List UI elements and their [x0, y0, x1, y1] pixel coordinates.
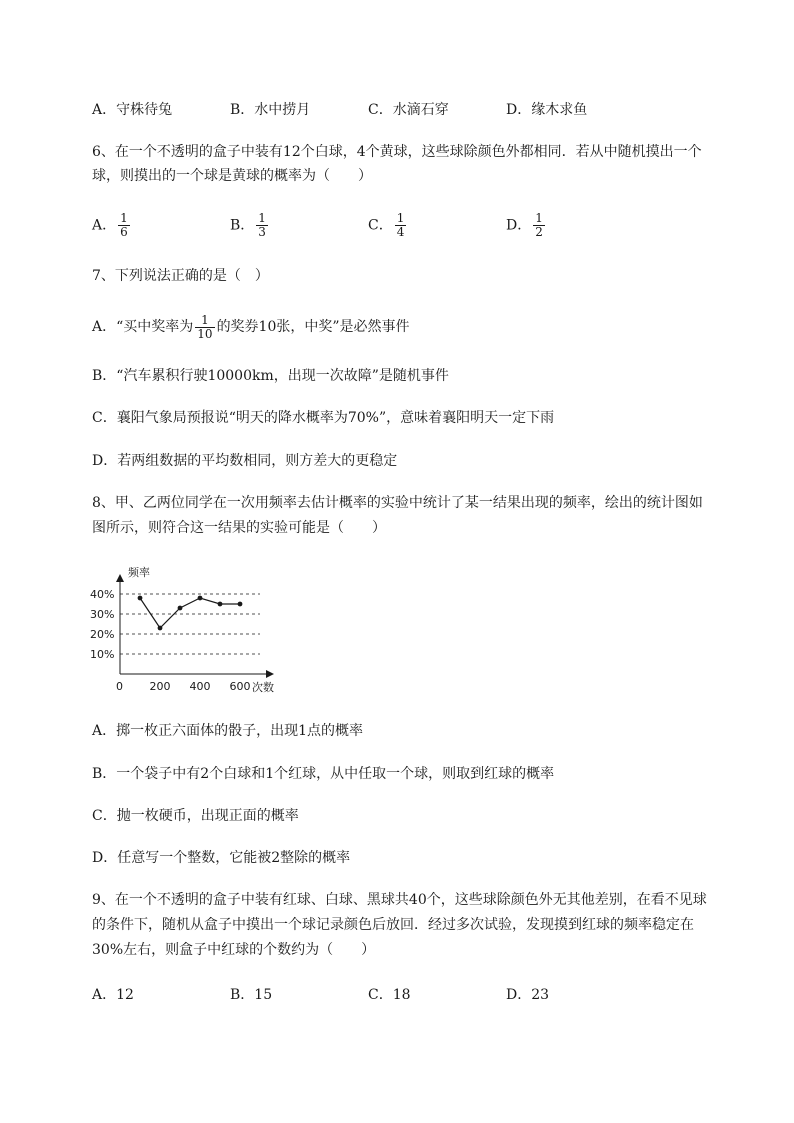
- q5-option-b: B．水中捞月: [230, 102, 311, 118]
- y-tick-label: 40%: [90, 588, 115, 601]
- x-tick-label: 600: [229, 680, 251, 693]
- q8-option-d: D．任意写一个整数，它能被2整除的概率: [92, 850, 351, 866]
- q8-stem-line1: 8、甲、乙两位同学在一次用频率去估计概率的实验中统计了某一结果出现的频率，绘出的统计图如: [92, 495, 703, 511]
- q6-options: [92, 212, 712, 246]
- q7-stem: 7、下列说法正确的是（ ）: [92, 268, 269, 284]
- q6-option-a: A． $\frac{1}{6}$: [92, 211, 128, 239]
- x-tick-label: 400: [189, 680, 211, 693]
- origin-label: 0: [116, 680, 123, 693]
- q9-stem-line1: 9、在一个不透明的盒子中装有红球、白球、黑球共40个，这些球除颜色外无其他差别，在看不见球: [92, 892, 707, 908]
- chart-points: [138, 596, 243, 631]
- q9-stem-line3: 30%左右，则盒子中红球的个数约为（ ）: [92, 942, 376, 958]
- q5-option-c: C．水滴石穿: [368, 102, 449, 118]
- q7-option-d: D．若两组数据的平均数相同，则方差大的更稳定: [92, 453, 398, 469]
- y-tick-label: 10%: [90, 648, 115, 661]
- fraction: $\frac{1}{6}$: [120, 211, 128, 239]
- data-point: [178, 606, 183, 611]
- q6-option-b: B． $\frac{1}{3}$: [230, 211, 266, 239]
- q7-option-c: C．襄阳气象局预报说“明天的降水概率为70%”，意味着襄阳明天一定下雨: [92, 410, 555, 426]
- y-tick-label: 20%: [90, 628, 115, 641]
- q8-option-b: B．一个袋子中有2个白球和1个红球，从中任取一个球，则取到红球的概率: [92, 766, 555, 782]
- x-tick-label: 200: [149, 680, 171, 693]
- q9-option-c: C．18: [368, 987, 411, 1003]
- q9-option-a: A．12: [92, 987, 134, 1003]
- q6-stem-line1: 6、在一个不透明的盒子中装有12个白球，4个黄球，这些球除颜色外都相同．若从中随机摸出一个: [92, 144, 702, 160]
- q7-option-a: A．“买中奖率为 $\frac{1}{10}$ 的奖券10张，中奖”是必然事件: [92, 312, 410, 341]
- y-tick-label: 30%: [90, 608, 115, 621]
- frequency-chart: [88, 560, 298, 700]
- x-axis-arrow: [266, 670, 274, 678]
- fraction: $\frac{1}{2}$: [535, 211, 543, 239]
- q8-option-c: C．抛一枚硬币，出现正面的概率: [92, 808, 299, 824]
- q6-option-d: D． $\frac{1}{2}$: [506, 211, 543, 239]
- q9-stem-line2: 的条件下，随机从盒子中摸出一个球记录颜色后放回．经过多次试验，发现摸到红球的频率稳定在: [92, 917, 694, 933]
- q9-option-b: B．15: [230, 987, 273, 1003]
- q9-options: [92, 985, 712, 1009]
- data-point: [158, 626, 163, 631]
- y-axis-label: 频率: [128, 566, 150, 579]
- x-axis-label: 次数: [252, 681, 274, 694]
- fraction: $\frac{1}{3}$: [258, 211, 266, 239]
- q9-option-d: D．23: [506, 987, 550, 1003]
- data-point: [198, 596, 203, 601]
- series-line: [140, 598, 240, 628]
- fraction: $\frac{1}{4}$: [396, 211, 405, 239]
- q6-option-c: C． $\frac{1}{4}$: [368, 211, 405, 239]
- y-axis-arrow: [116, 574, 124, 582]
- fraction: $\frac{1}{10}$: [197, 312, 213, 341]
- q5-options: [92, 100, 712, 124]
- data-point: [138, 596, 143, 601]
- q8-option-a: A．掷一枚正六面体的骰子，出现1点的概率: [92, 723, 364, 739]
- q8-stem-line2: 图所示，则符合这一结果的实验可能是（ ）: [92, 520, 386, 536]
- data-point: [238, 602, 243, 607]
- data-point: [218, 602, 223, 607]
- q5-option-d: D．缘木求鱼: [506, 102, 588, 118]
- q5-option-a: A．守株待兔: [92, 102, 173, 118]
- q7-option-b: B．“汽车累积行驶10000km，出现一次故障”是随机事件: [92, 368, 449, 384]
- q6-stem-line2: 球，则摸出的一个球是黄球的概率为（ ）: [92, 168, 372, 184]
